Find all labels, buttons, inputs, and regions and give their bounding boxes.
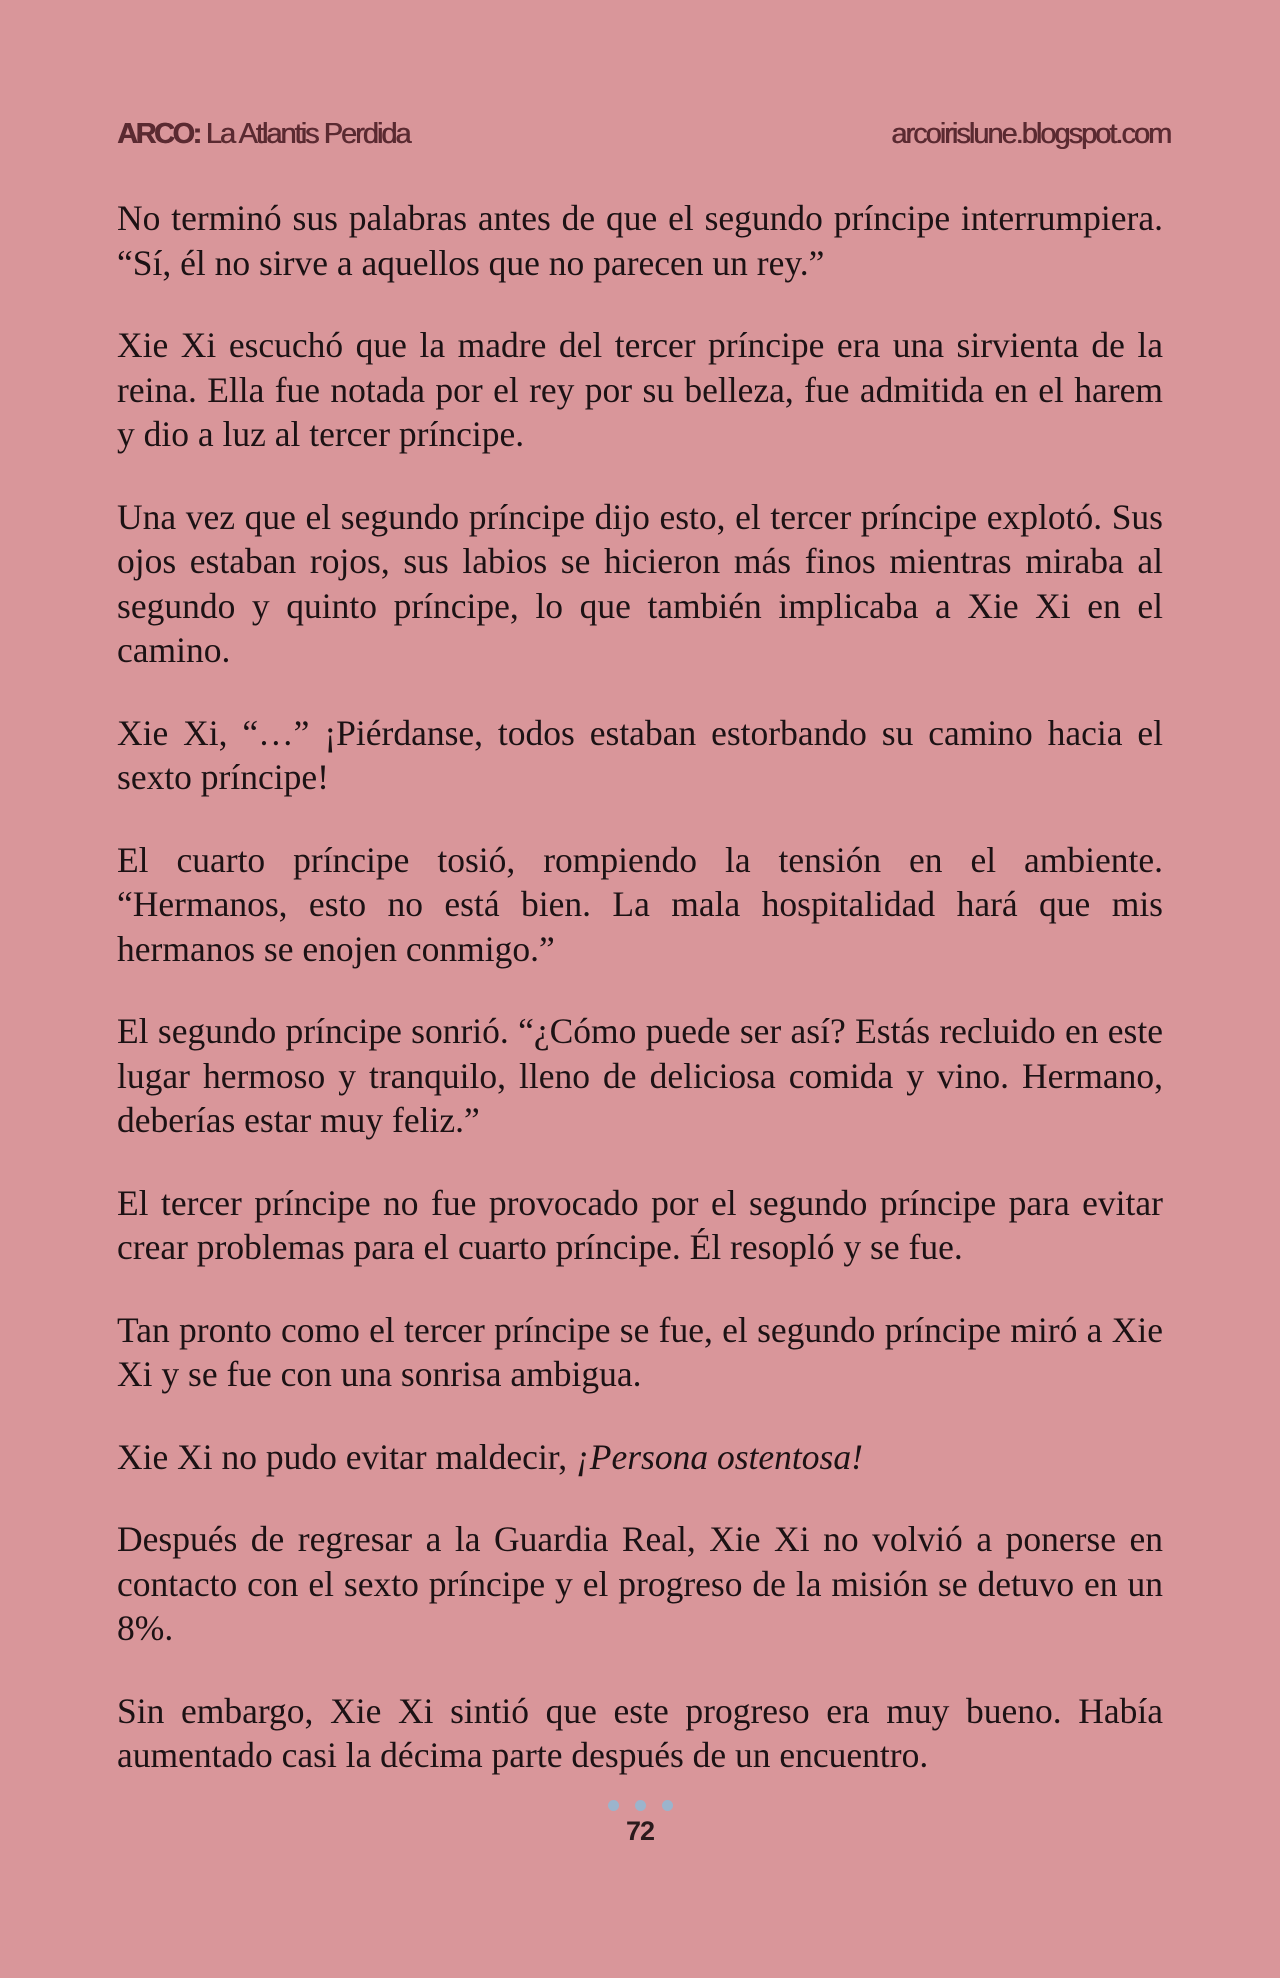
paragraph: El cuarto príncipe tosió, rompiendo la tensión en el ambiente. “Hermanos, esto no está bien. La mala hospitalidad hará que mis hermanos se enojen conmigo.”: [117, 839, 1163, 969]
running-header: [117, 118, 1170, 158]
paragraph: Una vez que el segundo príncipe dijo esto, el tercer príncipe explotó. Sus ojos estaban rojos, sus labios se hicieron más finos mientras miraba al segundo y quinto príncipe, lo que también implicaba a Xie Xi en el camino.: [117, 496, 1163, 670]
curse-italic-text: ¡Persona ostentosa!: [575, 1436, 863, 1477]
page-number: 72: [625, 1816, 655, 1846]
dot-icon: [662, 1800, 673, 1811]
dot-icon: [635, 1800, 646, 1811]
page-body: [117, 196, 1163, 1816]
curse-lead-text: Xie Xi no pudo evitar maldecir,: [117, 1436, 576, 1477]
dot-icon: [608, 1800, 619, 1811]
paragraph: Xie Xi, “…” ¡Piérdanse, todos estaban estorbando su camino hacia el sexto príncipe!: [117, 712, 1163, 797]
paragraph: Tan pronto como el tercer príncipe se fue, el segundo príncipe miró a Xie Xi y se fue con una sonrisa ambigua.: [117, 1309, 1163, 1394]
paragraph-curse: [117, 1435, 1163, 1480]
paragraph: Xie Xi escuchó que la madre del tercer príncipe era una sirvienta de la reina. Ella fue notada por el rey por su belleza, fue admitida en el harem y dio a luz al tercer príncipe.: [117, 325, 1163, 454]
paragraph: El tercer príncipe no fue provocado por el segundo príncipe para evitar crear problemas para el cuarto príncipe. Él resopló y se fue.: [117, 1182, 1163, 1267]
paragraph: Sin embargo, Xie Xi sintió que este progreso era muy bueno. Había aumentado casi la décima parte después de un encuentro.: [117, 1690, 1163, 1775]
paragraph: El segundo príncipe sonrió. “¿Cómo puede ser así? Estás recluido en este lugar hermoso y tranquilo, lleno de deliciosa comida y vino. Hermano, deberías estar muy feliz.”: [117, 1011, 1163, 1140]
paragraph: Después de regresar a la Guardia Real, Xie Xi no volvió a ponerse en contacto con el sexto príncipe y el progreso de la misión se detuvo en un 8%.: [117, 1519, 1163, 1648]
paragraph: No terminó sus palabras antes de que el segundo príncipe interrumpiera. “Sí, él no sirve a aquellos que no parecen un rey.”: [117, 198, 1163, 283]
ornament-dots: [0, 1800, 1280, 1812]
page-footer: [0, 1800, 1280, 1847]
header-title-text: La Atlantis Perdida: [205, 118, 410, 150]
header-series-abbr: ARCO:: [117, 118, 200, 150]
header-site-url: arcoirislune.blogspot.com: [891, 118, 1170, 150]
header-book-title: [117, 118, 409, 151]
